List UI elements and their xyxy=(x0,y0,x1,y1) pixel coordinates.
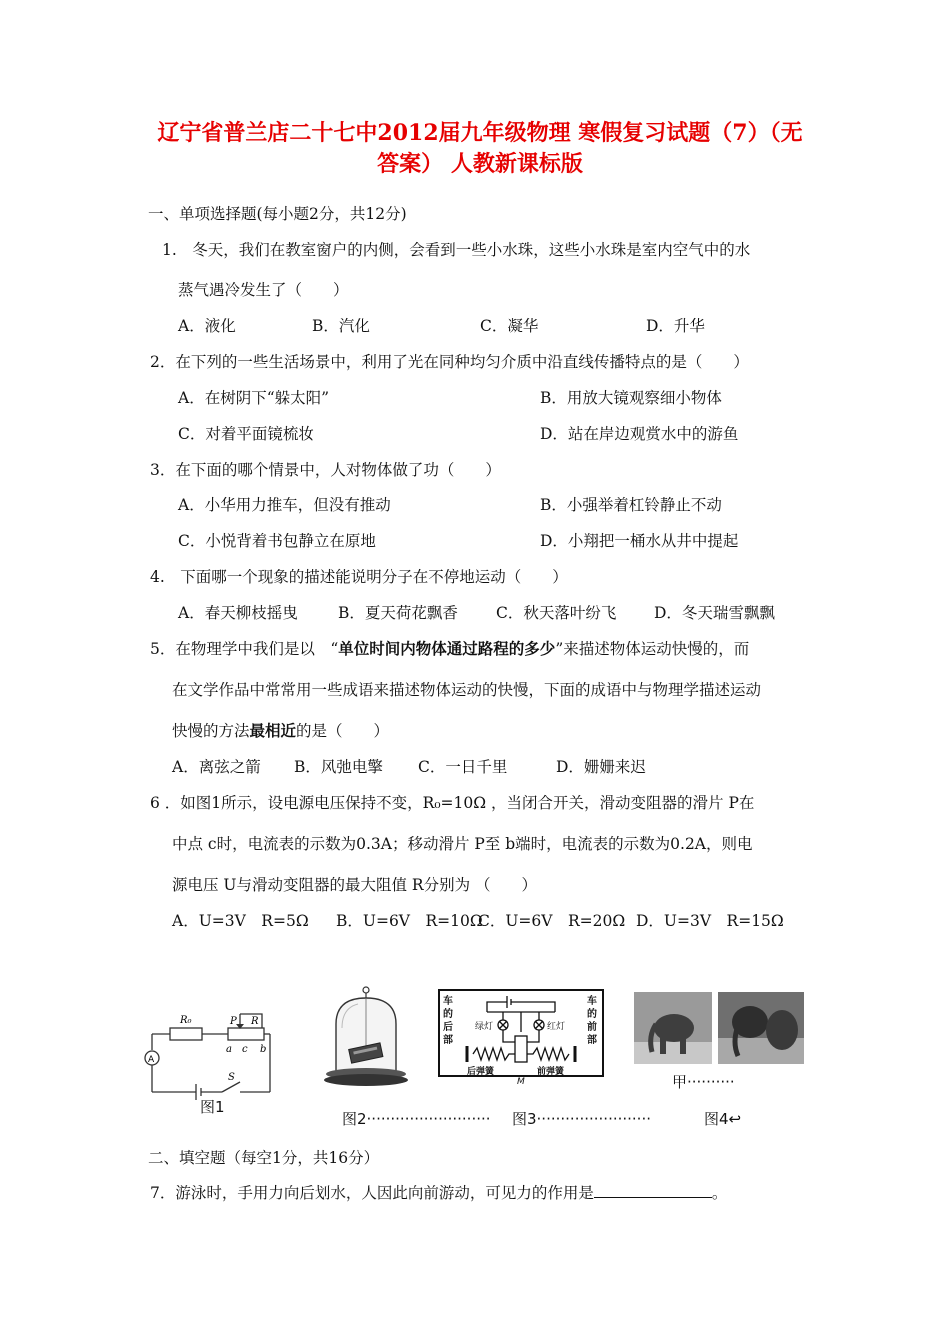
q5-option-d: D．姗姗来迟 xyxy=(556,758,646,776)
q5-option-c: C．一日千里 xyxy=(418,758,508,776)
fig3-front-spring-label: 前弹簧 xyxy=(537,1067,565,1077)
q1-line-2: 蒸气遇冷发生了（ ） xyxy=(178,281,349,299)
q4-option-b: B．夏天荷花飘香 xyxy=(338,604,458,622)
figure-2-bell-jar xyxy=(322,980,412,1090)
title-line-1: 辽宁省普兰店二十七中2012届九年级物理 寒假复习试题（7）（无 xyxy=(157,120,803,146)
fig3-m-label: M xyxy=(517,1077,525,1087)
fig1-b-label: b xyxy=(260,1044,267,1055)
q3-line-1: 3．在下面的哪个情景中，人对物体做了功（ ） xyxy=(150,461,501,479)
fig3-right-label-3: 前 xyxy=(587,1022,597,1033)
q2-option-c: C．对着平面镜梳妆 xyxy=(178,425,314,443)
figure-2-caption: 图2·························· xyxy=(342,1110,491,1128)
q3-option-d: D．小翔把一桶水从井中提起 xyxy=(540,532,739,550)
fig3-red-light-label: 红灯 xyxy=(547,1022,566,1032)
q2-option-d: D．站在岸边观赏水中的游鱼 xyxy=(540,425,739,443)
q3-option-c: C．小悦背着书包静立在原地 xyxy=(178,532,376,550)
fig3-left-label-4: 部 xyxy=(443,1035,453,1046)
fig1-s-label: S xyxy=(228,1072,235,1083)
figure-4-caption: 图4↩ xyxy=(704,1110,742,1128)
fig1-p-label: P xyxy=(230,1016,237,1027)
q5-line-3-bold: 最相近 xyxy=(249,721,297,740)
fig1-r0-label: R₀ xyxy=(180,1015,192,1026)
q4-option-a: A．春天柳枝摇曳 xyxy=(178,604,298,622)
q6-line-2: 中点 c时，电流表的示数为0.3A；移动滑片 P至 b端时，电流表的示数为0.2A，则电 xyxy=(172,835,753,853)
figure-1-caption: 图1 xyxy=(200,1098,225,1116)
figure-3-caption: 图3························ xyxy=(512,1110,651,1128)
q5-option-a: A．离弦之箭 xyxy=(172,758,261,776)
q4-line-1: 4. 下面哪一个现象的描述能说明分子在不停地运动（ ） xyxy=(150,568,568,586)
fig1-r-label: R xyxy=(251,1016,259,1027)
q2-line-1: 2．在下列的一些生活场景中，利用了光在同种均匀介质中沿直线传播特点的是（ ） xyxy=(150,353,749,371)
q5-option-b: B．风弛电擎 xyxy=(294,758,383,776)
q6-line-1: 6 ．如图1所示，设电源电压保持不变，R₀=10Ω ，当闭合开关，滑动变阻器的滑片 P在 xyxy=(150,794,755,812)
q6-option-c: C．U=6V R=20Ω xyxy=(478,912,626,930)
q3-option-b: B．小强举着杠铃静止不动 xyxy=(540,496,722,514)
q5-line-1-bold: 单位时间内物体通过路程的多少 xyxy=(338,639,556,658)
fig3-left-label-1: 车 xyxy=(443,996,453,1007)
q2-option-b: B．用放大镜观察细小物体 xyxy=(540,389,722,407)
q6-option-d: D．U=3V R=15Ω xyxy=(636,912,784,930)
figure-4-photos xyxy=(634,992,806,1066)
fig3-rear-spring-label: 后弹簧 xyxy=(467,1067,495,1077)
q7-line-1 xyxy=(150,1183,727,1203)
q4-option-c: C．秋天落叶纷飞 xyxy=(496,604,617,622)
fig3-right-label-4: 部 xyxy=(587,1035,597,1046)
q1-option-d: D．升华 xyxy=(646,317,705,335)
q3-option-a: A．小华用力推车，但没有推动 xyxy=(178,496,391,514)
q5-line-3-pre: 快慢的方法 xyxy=(172,722,250,740)
fig3-green-light-label: 绿灯 xyxy=(475,1022,494,1032)
q2-option-a: A．在树阴下“躲太阳” xyxy=(178,389,330,407)
q1-line-1: 1. 冬天，我们在教室窗户的内侧，会看到一些小水珠，这些小水珠是室内空气中的水 xyxy=(162,241,751,259)
section-1-heading: 一、单项选择题(每小题2分，共12分) xyxy=(148,205,407,223)
q5-line-1 xyxy=(150,639,749,659)
q6-line-3: 源电压 U与滑动变阻器的最大阻值 R分别为 （ ） xyxy=(172,876,538,894)
q1-option-c: C．凝华 xyxy=(480,317,539,335)
q5-line-2: 在文学作品中常常用一些成语来描述物体运动的快慢，下面的成语中与物理学描述运动 xyxy=(172,681,762,699)
q5-line-3-post: 的是（ ） xyxy=(296,722,390,740)
section-2-heading: 二、填空题（每空1分，共16分） xyxy=(148,1149,380,1167)
q7-answer-blank[interactable] xyxy=(594,1183,712,1198)
q6-option-a: A．U=3V R=5Ω xyxy=(172,912,309,930)
fig1-a-label: a xyxy=(226,1044,232,1055)
fig3-right-label-2: 的 xyxy=(587,1009,597,1020)
q1-option-b: B．汽化 xyxy=(312,317,370,335)
fig1-c-label: c xyxy=(242,1044,248,1055)
title-line-2: 答案） 人教新课标版 xyxy=(377,151,583,177)
fig3-right-label-1: 车 xyxy=(587,996,597,1007)
figure-4-jia-label: 甲·········· xyxy=(672,1073,735,1091)
q5-line-1-post: ”来描述物体运动快慢的，而 xyxy=(555,640,750,658)
document-title xyxy=(150,118,810,180)
q7-end: 。 xyxy=(711,1184,728,1202)
fig1-ammeter-label: A xyxy=(148,1055,155,1065)
fig3-left-label-3: 后 xyxy=(443,1022,453,1033)
q5-line-3 xyxy=(172,721,389,741)
q4-option-d: D．冬天瑞雪飘飘 xyxy=(654,604,775,622)
figure-3-car-circuit xyxy=(437,982,607,1092)
q5-line-1-pre: 5．在物理学中我们是以 “ xyxy=(150,640,339,658)
fig3-left-label-2: 的 xyxy=(443,1009,453,1020)
q6-option-b: B．U=6V R=10Ω xyxy=(336,912,483,930)
q1-option-a: A．液化 xyxy=(178,317,236,335)
q7-text: 7．游泳时，手用力向后划水，人因此向前游动，可见力的作用是 xyxy=(150,1184,594,1202)
